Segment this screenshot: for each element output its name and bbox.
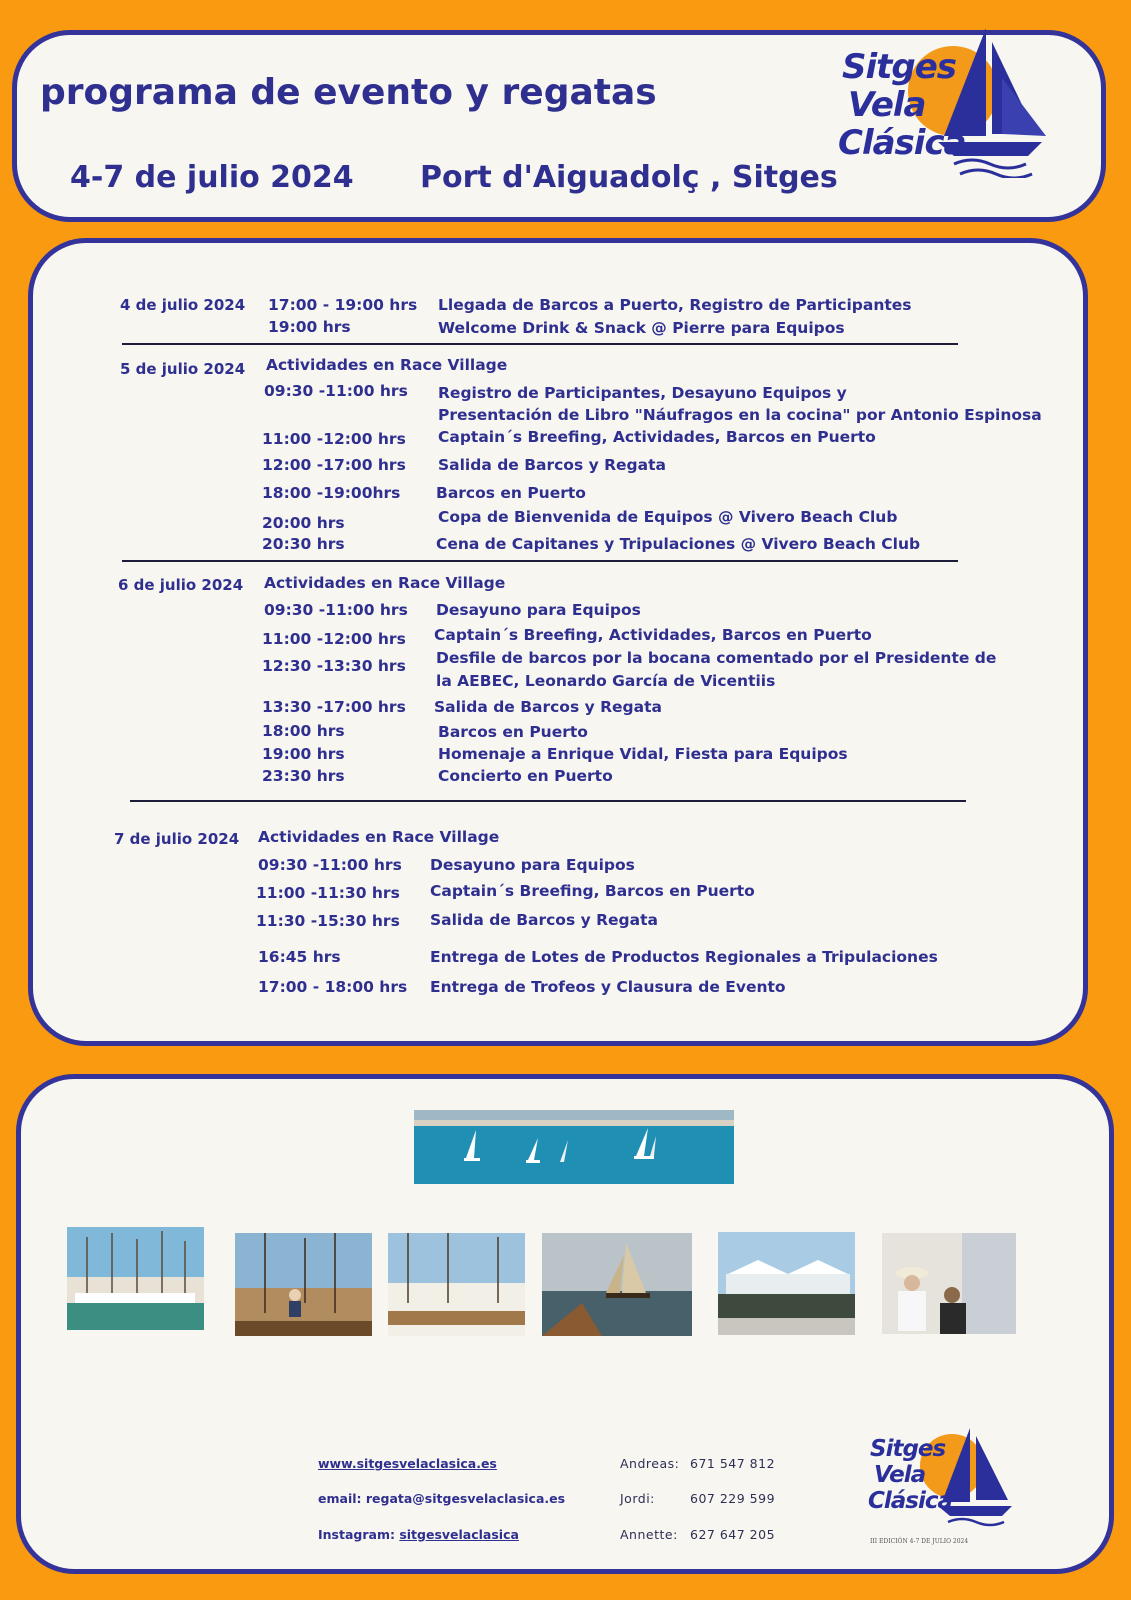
- event-description: Salida de Barcos y Regata: [434, 698, 662, 716]
- event-time: 12:30 -13:30 hrs: [262, 657, 406, 675]
- event-time: 09:30 -11:00 hrs: [258, 856, 402, 874]
- event-time: 18:00 hrs: [262, 722, 345, 740]
- event-description: Cena de Capitanes y Tripulaciones @ Vivero Beach Club: [436, 535, 921, 553]
- event-description: Barcos en Puerto: [438, 723, 588, 741]
- phone-name: Jordi:: [620, 1491, 655, 1506]
- event-description: Barcos en Puerto: [436, 484, 586, 502]
- event-time: 11:00 -12:00 hrs: [262, 630, 406, 648]
- sitges-vela-clasica-logo-small: [868, 1420, 1018, 1545]
- event-time: 19:00 hrs: [262, 745, 345, 763]
- crew-group-photo: [718, 1232, 855, 1335]
- event-time: 09:30 -11:00 hrs: [264, 382, 408, 400]
- sailing-photo: [542, 1233, 692, 1336]
- logo-word-sitges: Sitges: [870, 1436, 946, 1462]
- day-heading: Actividades en Race Village: [266, 356, 508, 374]
- event-description: Llegada de Barcos a Puerto, Registro de Participantes: [438, 296, 912, 314]
- event-time: 20:30 hrs: [262, 535, 345, 553]
- event-time: 13:30 -17:00 hrs: [262, 698, 406, 716]
- logo-caption: III EDICIÓN 4-7 DE JULIO 2024: [870, 1538, 969, 1545]
- logo-word-clasica: Clásica: [868, 1488, 953, 1514]
- event-time: 11:00 -12:00 hrs: [262, 430, 406, 448]
- phone-name: Andreas:: [620, 1456, 680, 1471]
- event-time: 23:30 hrs: [262, 767, 345, 785]
- event-description: Desayuno para Equipos: [430, 856, 635, 874]
- event-description: Salida de Barcos y Regata: [430, 911, 658, 929]
- event-description: Desfile de barcos por la bocana comentado por el Presidente de: [436, 649, 997, 667]
- event-time: 20:00 hrs: [262, 514, 345, 532]
- phone-number[interactable]: 627 647 205: [690, 1527, 776, 1542]
- instagram-line: [318, 1527, 519, 1542]
- day-heading: Actividades en Race Village: [258, 828, 500, 846]
- website-link[interactable]: [318, 1456, 497, 1471]
- event-time: 12:00 -17:00 hrs: [262, 456, 406, 474]
- event-description: Salida de Barcos y Regata: [438, 456, 666, 474]
- sitges-vela-clasica-logo: [838, 18, 1048, 178]
- page-title: programa de evento y regatas: [40, 72, 657, 113]
- event-time: 18:00 -19:00hrs: [262, 484, 401, 502]
- event-description-cont: Presentación de Libro "Náufragos en la cocina" por Antonio Espinosa: [438, 406, 1042, 424]
- regatta-photo: [414, 1110, 734, 1184]
- day-heading: Actividades en Race Village: [264, 574, 506, 592]
- event-description: Entrega de Trofeos y Clausura de Evento: [430, 978, 786, 996]
- divider: [130, 800, 966, 802]
- event-description: Captain´s Breefing, Actividades, Barcos en Puerto: [434, 626, 872, 644]
- day-date: 5 de julio 2024: [120, 360, 246, 378]
- event-description: Desayuno para Equipos: [436, 601, 641, 619]
- instagram-label: Instagram:: [318, 1527, 400, 1542]
- event-description: Registro de Participantes, Desayuno Equipos y: [438, 384, 847, 402]
- event-time: 09:30 -11:00 hrs: [264, 601, 408, 619]
- day-date: 6 de julio 2024: [118, 576, 244, 594]
- event-description: Entrega de Lotes de Productos Regionales a Tripulaciones: [430, 948, 938, 966]
- deck-photo-2: [388, 1233, 525, 1336]
- event-time: 16:45 hrs: [258, 948, 341, 966]
- event-time: 11:30 -15:30 hrs: [256, 912, 400, 930]
- logo-word-vela: Vela: [848, 85, 926, 125]
- divider: [122, 560, 958, 562]
- event-dates: 4-7 de julio 2024: [70, 160, 354, 195]
- phone-number[interactable]: 607 229 599: [690, 1491, 776, 1506]
- event-description: Welcome Drink & Snack @ Pierre para Equipos: [438, 319, 845, 337]
- reception-photo: [882, 1233, 1016, 1334]
- event-description: Captain´s Breefing, Actividades, Barcos en Puerto: [438, 428, 876, 446]
- instagram-handle[interactable]: sitgesvelaclasica: [399, 1527, 519, 1542]
- email-line[interactable]: email: regata@sitgesvelaclasica.es: [318, 1491, 566, 1506]
- event-description: Concierto en Puerto: [438, 767, 613, 785]
- divider: [122, 343, 958, 345]
- harbor-photo: [67, 1227, 204, 1330]
- phone-number[interactable]: 671 547 812: [690, 1456, 776, 1471]
- event-description: Captain´s Breefing, Barcos en Puerto: [430, 882, 755, 900]
- phone-name: Annette:: [620, 1527, 678, 1542]
- day-date: 4 de julio 2024: [120, 296, 246, 314]
- website-url[interactable]: www.sitgesvelaclasica.es: [318, 1456, 497, 1471]
- event-time: 17:00 - 19:00 hrs: [268, 296, 418, 314]
- logo-word-vela: Vela: [874, 1462, 926, 1488]
- logo-word-clasica: Clásica: [838, 123, 966, 163]
- event-time: 11:00 -11:30 hrs: [256, 884, 400, 902]
- logo-word-sitges: Sitges: [842, 47, 957, 87]
- event-time: 17:00 - 18:00 hrs: [258, 978, 408, 996]
- deck-photo-1: [235, 1233, 372, 1336]
- event-description-cont: la AEBEC, Leonardo García de Vicentiis: [436, 672, 776, 690]
- event-time: 19:00 hrs: [268, 318, 351, 336]
- event-description: Copa de Bienvenida de Equipos @ Vivero Beach Club: [438, 508, 898, 526]
- day-date: 7 de julio 2024: [114, 830, 240, 848]
- event-location: Port d'Aiguadolç , Sitges: [420, 160, 838, 195]
- event-description: Homenaje a Enrique Vidal, Fiesta para Equipos: [438, 745, 848, 763]
